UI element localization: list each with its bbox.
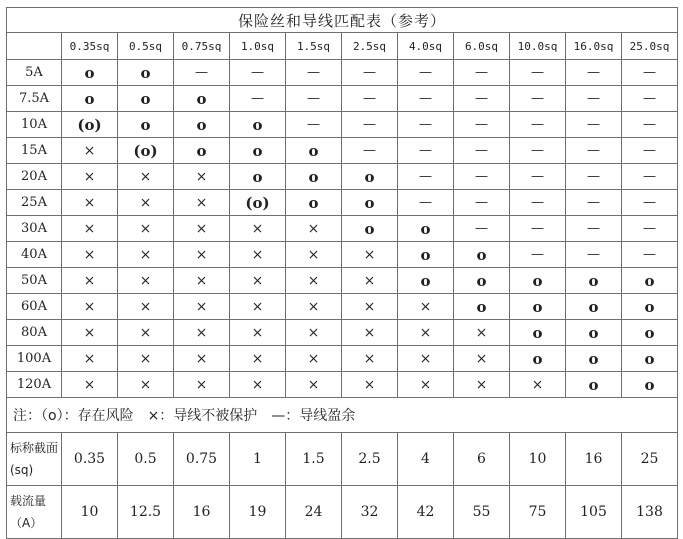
- match-surplus-cell: —: [510, 190, 566, 216]
- match-surplus-cell: —: [398, 164, 454, 190]
- header-corner-cell: [7, 33, 62, 60]
- match-surplus-cell: —: [342, 112, 398, 138]
- match-unprotected-cell: ×: [174, 346, 230, 372]
- match-risk-cell: (o): [62, 112, 118, 138]
- match-surplus-cell: —: [622, 164, 678, 190]
- current-capacity-value: 10: [62, 486, 118, 539]
- match-unprotected-cell: ×: [62, 294, 118, 320]
- match-ok-cell: o: [174, 138, 230, 164]
- match-ok-cell: o: [622, 320, 678, 346]
- wire-size-header: 16.0sq: [566, 33, 622, 60]
- match-unprotected-cell: ×: [174, 242, 230, 268]
- current-capacity-value: 19: [230, 486, 286, 539]
- fuse-rating-label: 7.5A: [7, 86, 62, 112]
- match-unprotected-cell: ×: [342, 372, 398, 398]
- match-surplus-cell: —: [454, 112, 510, 138]
- fuse-rating-label: 20A: [7, 164, 62, 190]
- match-surplus-cell: —: [454, 190, 510, 216]
- current-capacity-value: 55: [454, 486, 510, 539]
- match-unprotected-cell: ×: [62, 320, 118, 346]
- table-row: [7, 242, 678, 268]
- fuse-rating-label: 60A: [7, 294, 62, 320]
- current-capacity-value: 138: [622, 486, 678, 539]
- match-unprotected-cell: ×: [230, 294, 286, 320]
- match-surplus-cell: —: [622, 112, 678, 138]
- match-unprotected-cell: ×: [398, 320, 454, 346]
- match-unprotected-cell: ×: [174, 216, 230, 242]
- match-ok-cell: o: [454, 242, 510, 268]
- fuse-rating-label: 120A: [7, 372, 62, 398]
- current-capacity-value: 32: [342, 486, 398, 539]
- match-surplus-cell: —: [622, 138, 678, 164]
- match-surplus-cell: —: [566, 242, 622, 268]
- nominal-section-value: 10: [510, 433, 566, 486]
- match-ok-cell: o: [622, 372, 678, 398]
- match-unprotected-cell: ×: [230, 372, 286, 398]
- match-unprotected-cell: ×: [118, 268, 174, 294]
- table-row: [7, 320, 678, 346]
- match-surplus-cell: —: [622, 242, 678, 268]
- table-row: [7, 372, 678, 398]
- wire-size-header-row: [7, 33, 678, 60]
- match-surplus-cell: —: [566, 112, 622, 138]
- match-unprotected-cell: ×: [174, 164, 230, 190]
- match-unprotected-cell: ×: [62, 138, 118, 164]
- match-unprotected-cell: ×: [118, 346, 174, 372]
- match-surplus-cell: —: [454, 60, 510, 86]
- match-surplus-cell: —: [398, 86, 454, 112]
- match-unprotected-cell: ×: [342, 242, 398, 268]
- match-unprotected-cell: ×: [510, 372, 566, 398]
- match-ok-cell: o: [286, 164, 342, 190]
- match-surplus-cell: —: [398, 138, 454, 164]
- match-unprotected-cell: ×: [62, 190, 118, 216]
- match-unprotected-cell: ×: [62, 242, 118, 268]
- match-ok-cell: o: [342, 164, 398, 190]
- table-row: [7, 164, 678, 190]
- match-ok-cell: o: [622, 268, 678, 294]
- wire-size-header: 25.0sq: [622, 33, 678, 60]
- match-unprotected-cell: ×: [174, 294, 230, 320]
- fuse-rating-label: 80A: [7, 320, 62, 346]
- nominal-section-value: 1: [230, 433, 286, 486]
- match-surplus-cell: —: [566, 216, 622, 242]
- match-surplus-cell: —: [230, 60, 286, 86]
- wire-size-header: 10.0sq: [510, 33, 566, 60]
- fuse-rating-label: 50A: [7, 268, 62, 294]
- match-unprotected-cell: ×: [62, 346, 118, 372]
- match-unprotected-cell: ×: [286, 372, 342, 398]
- match-surplus-cell: —: [342, 60, 398, 86]
- fuse-rating-label: 40A: [7, 242, 62, 268]
- nominal-section-value: 0.35: [62, 433, 118, 486]
- match-ok-cell: o: [454, 294, 510, 320]
- fuse-wire-matching-table: [6, 7, 678, 539]
- match-unprotected-cell: ×: [286, 294, 342, 320]
- match-unprotected-cell: ×: [118, 294, 174, 320]
- wire-size-header: 1.5sq: [286, 33, 342, 60]
- match-surplus-cell: —: [566, 60, 622, 86]
- match-surplus-cell: —: [510, 60, 566, 86]
- match-unprotected-cell: ×: [230, 320, 286, 346]
- match-ok-cell: o: [398, 268, 454, 294]
- match-surplus-cell: —: [342, 138, 398, 164]
- table-row: [7, 86, 678, 112]
- nominal-section-value: 0.5: [118, 433, 174, 486]
- table-row: [7, 346, 678, 372]
- table-row: [7, 294, 678, 320]
- match-surplus-cell: —: [510, 138, 566, 164]
- wire-size-header: 6.0sq: [454, 33, 510, 60]
- match-unprotected-cell: ×: [118, 164, 174, 190]
- match-unprotected-cell: ×: [398, 346, 454, 372]
- match-surplus-cell: —: [230, 86, 286, 112]
- match-unprotected-cell: ×: [342, 346, 398, 372]
- match-ok-cell: o: [398, 216, 454, 242]
- table-title: 保险丝和导线匹配表（参考）: [7, 8, 678, 33]
- match-ok-cell: o: [566, 372, 622, 398]
- match-surplus-cell: —: [286, 112, 342, 138]
- match-ok-cell: o: [454, 268, 510, 294]
- match-unprotected-cell: ×: [286, 320, 342, 346]
- match-unprotected-cell: ×: [342, 268, 398, 294]
- match-ok-cell: o: [510, 320, 566, 346]
- table-row: [7, 190, 678, 216]
- match-unprotected-cell: ×: [342, 320, 398, 346]
- match-unprotected-cell: ×: [286, 216, 342, 242]
- match-surplus-cell: —: [398, 60, 454, 86]
- match-unprotected-cell: ×: [174, 372, 230, 398]
- match-unprotected-cell: ×: [342, 294, 398, 320]
- wire-size-header: 0.35sq: [62, 33, 118, 60]
- match-ok-cell: o: [174, 112, 230, 138]
- match-unprotected-cell: ×: [174, 190, 230, 216]
- nominal-section-value: 6: [454, 433, 510, 486]
- fuse-rating-label: 30A: [7, 216, 62, 242]
- match-ok-cell: o: [230, 164, 286, 190]
- match-surplus-cell: —: [454, 86, 510, 112]
- match-surplus-cell: —: [454, 164, 510, 190]
- nominal-section-label: 标称截面(sq): [7, 433, 62, 486]
- match-ok-cell: o: [118, 86, 174, 112]
- nominal-section-value: 25: [622, 433, 678, 486]
- match-ok-cell: o: [342, 216, 398, 242]
- match-ok-cell: o: [118, 112, 174, 138]
- match-ok-cell: o: [510, 346, 566, 372]
- match-risk-cell: (o): [118, 138, 174, 164]
- wire-size-header: 0.5sq: [118, 33, 174, 60]
- table-row: [7, 216, 678, 242]
- match-unprotected-cell: ×: [118, 216, 174, 242]
- match-unprotected-cell: ×: [62, 164, 118, 190]
- match-unprotected-cell: ×: [454, 346, 510, 372]
- match-surplus-cell: —: [286, 60, 342, 86]
- match-unprotected-cell: ×: [398, 372, 454, 398]
- match-ok-cell: o: [118, 60, 174, 86]
- match-surplus-cell: —: [566, 138, 622, 164]
- current-capacity-row: [7, 486, 678, 539]
- match-surplus-cell: —: [454, 216, 510, 242]
- match-unprotected-cell: ×: [230, 346, 286, 372]
- fuse-rating-label: 5A: [7, 60, 62, 86]
- match-ok-cell: o: [230, 138, 286, 164]
- match-surplus-cell: —: [622, 190, 678, 216]
- match-unprotected-cell: ×: [230, 268, 286, 294]
- match-ok-cell: o: [566, 320, 622, 346]
- match-unprotected-cell: ×: [174, 320, 230, 346]
- table-row: [7, 112, 678, 138]
- match-ok-cell: o: [286, 138, 342, 164]
- match-surplus-cell: —: [510, 112, 566, 138]
- wire-size-header: 4.0sq: [398, 33, 454, 60]
- match-unprotected-cell: ×: [62, 268, 118, 294]
- match-unprotected-cell: ×: [118, 320, 174, 346]
- table-row: [7, 60, 678, 86]
- current-capacity-value: 12.5: [118, 486, 174, 539]
- match-surplus-cell: —: [566, 190, 622, 216]
- nominal-section-row: [7, 433, 678, 486]
- nominal-section-value: 2.5: [342, 433, 398, 486]
- match-ok-cell: o: [566, 268, 622, 294]
- nominal-section-value: 16: [566, 433, 622, 486]
- match-ok-cell: o: [342, 190, 398, 216]
- match-surplus-cell: —: [510, 216, 566, 242]
- match-unprotected-cell: ×: [174, 268, 230, 294]
- wire-size-header: 1.0sq: [230, 33, 286, 60]
- wire-size-header: 0.75sq: [174, 33, 230, 60]
- match-ok-cell: o: [230, 112, 286, 138]
- match-surplus-cell: —: [398, 112, 454, 138]
- match-ok-cell: o: [622, 346, 678, 372]
- match-surplus-cell: —: [622, 60, 678, 86]
- match-surplus-cell: —: [454, 138, 510, 164]
- current-capacity-value: 105: [566, 486, 622, 539]
- nominal-section-value: 0.75: [174, 433, 230, 486]
- match-surplus-cell: —: [510, 164, 566, 190]
- nominal-section-value: 1.5: [286, 433, 342, 486]
- table-row: [7, 138, 678, 164]
- current-capacity-value: 24: [286, 486, 342, 539]
- fuse-rating-label: 25A: [7, 190, 62, 216]
- match-unprotected-cell: ×: [454, 320, 510, 346]
- match-surplus-cell: —: [622, 216, 678, 242]
- match-ok-cell: o: [62, 60, 118, 86]
- match-surplus-cell: —: [174, 60, 230, 86]
- match-ok-cell: o: [622, 294, 678, 320]
- match-ok-cell: o: [174, 86, 230, 112]
- match-risk-cell: (o): [230, 190, 286, 216]
- match-surplus-cell: —: [566, 164, 622, 190]
- current-capacity-value: 42: [398, 486, 454, 539]
- match-unprotected-cell: ×: [286, 346, 342, 372]
- match-ok-cell: o: [62, 86, 118, 112]
- match-unprotected-cell: ×: [118, 372, 174, 398]
- match-surplus-cell: —: [566, 86, 622, 112]
- match-unprotected-cell: ×: [230, 216, 286, 242]
- match-surplus-cell: —: [398, 190, 454, 216]
- match-ok-cell: o: [510, 294, 566, 320]
- match-unprotected-cell: ×: [118, 190, 174, 216]
- table-row: [7, 268, 678, 294]
- match-surplus-cell: —: [286, 86, 342, 112]
- match-surplus-cell: —: [510, 86, 566, 112]
- current-capacity-value: 16: [174, 486, 230, 539]
- match-surplus-cell: —: [622, 86, 678, 112]
- current-capacity-value: 75: [510, 486, 566, 539]
- fuse-rating-label: 10A: [7, 112, 62, 138]
- nominal-section-value: 4: [398, 433, 454, 486]
- match-surplus-cell: —: [342, 86, 398, 112]
- current-capacity-label: 载流量（A）: [7, 486, 62, 539]
- match-ok-cell: o: [510, 268, 566, 294]
- match-unprotected-cell: ×: [286, 268, 342, 294]
- match-unprotected-cell: ×: [454, 372, 510, 398]
- match-unprotected-cell: ×: [62, 216, 118, 242]
- match-surplus-cell: —: [510, 242, 566, 268]
- match-unprotected-cell: ×: [230, 242, 286, 268]
- match-ok-cell: o: [566, 346, 622, 372]
- fuse-rating-label: 100A: [7, 346, 62, 372]
- match-unprotected-cell: ×: [286, 242, 342, 268]
- fuse-rating-label: 15A: [7, 138, 62, 164]
- match-unprotected-cell: ×: [62, 372, 118, 398]
- match-ok-cell: o: [286, 190, 342, 216]
- match-ok-cell: o: [566, 294, 622, 320]
- match-unprotected-cell: ×: [118, 242, 174, 268]
- wire-size-header: 2.5sq: [342, 33, 398, 60]
- match-ok-cell: o: [398, 242, 454, 268]
- match-unprotected-cell: ×: [398, 294, 454, 320]
- legend-note: 注：（o）：存在风险 ×：导线不被保护 —：导线盈余: [7, 398, 678, 433]
